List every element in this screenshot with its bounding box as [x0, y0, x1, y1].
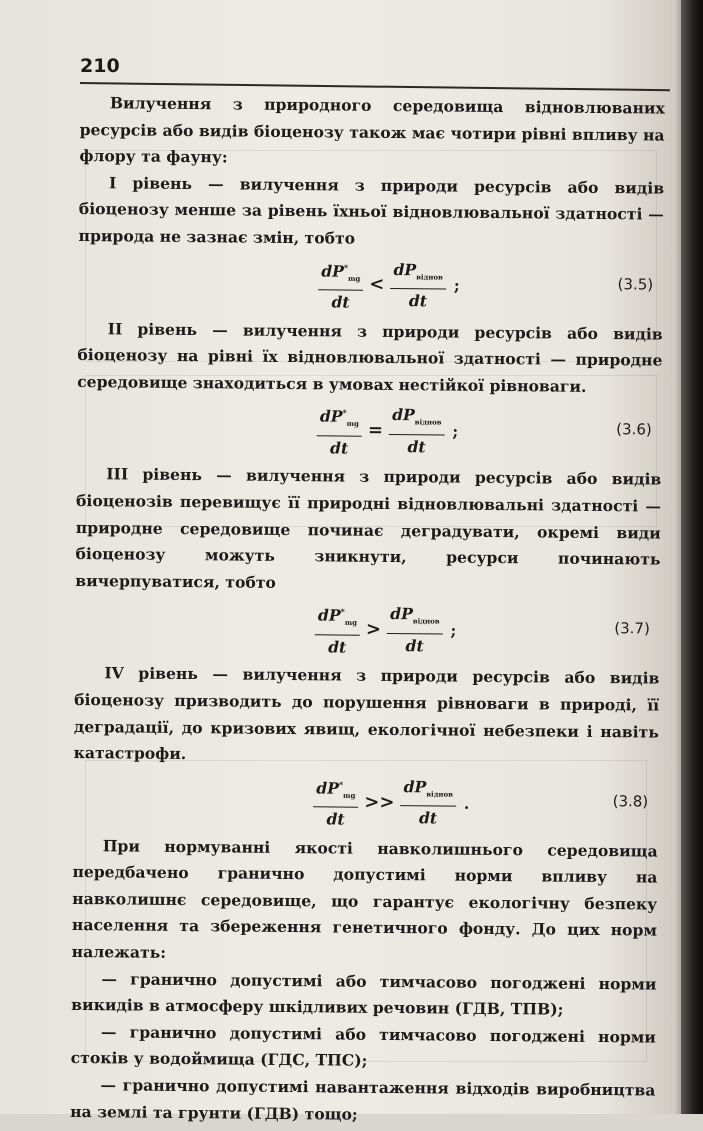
equation-number: (3.5)	[617, 274, 654, 294]
level-3-paragraph: ІІІ рівень — вилучення з природи ресурсів або видів біоценозів перевищує її природні відновлювальні здатності — природне середовище починає деградувати, окремі види біоценозу можуть зникнути, ресурси починають вичерпуватися, тобто	[75, 464, 662, 592]
fraction-left: $\frac{dP^*_{mg}}{dt}$	[316, 402, 362, 461]
page-number: 210	[80, 55, 120, 77]
equation-3-5: $\frac{dP^*_{mg}}{dt}$ < $\frac{dP_{віднов}}{dt}$ ; (3.5)	[78, 252, 664, 314]
equation-3-7: $\frac{dP^*_{mg}}{dt}$ > $\frac{dP_{віднов}}{dt}$ ; (3.7)	[75, 596, 661, 658]
norm-item: — гранично допустимі або тимчасово погоджені норми стоків у водоймища (ГДС, ТПС);	[70, 1022, 657, 1071]
fraction-left: $\frac{dP^*_{mg}}{dt}$	[318, 256, 364, 315]
level-4-paragraph: IV рівень — вилучення з природи ресурсів або видів біоценозу призводить до порушення рівноваги в природі, її деградації, до кризових явищ, екологічної небезпеки і навіть катастрофи.	[73, 663, 660, 764]
norm-item: — гранично допустимі або тимчасово погоджені норми викидів в атмосферу шкідливих речовин (ГДВ, ТПВ);	[71, 968, 657, 1019]
level-1-paragraph: І рівень — вилучення з природи ресурсів або видів біоценозу менше за рівень їхньої відновлювальної здатності — природа не зазнає змін, тобто	[78, 173, 665, 248]
equation-3-6: $\frac{dP^*_{mg}}{dt}$ = $\frac{dP_{віднов}}{dt}$ ; (3.6)	[77, 397, 663, 459]
relation-sign: >	[365, 618, 382, 641]
equation-number: (3.6)	[616, 420, 652, 439]
fraction-right: $\frac{dP_{віднов}}{dt}$	[390, 259, 446, 314]
norms-intro-paragraph: При нормуванні якості навколишнього середовища передбачено гранично допустимі норми впливу на навколишнє середовище, що гарантує екологічну безпеку населення та збереження генетичного фонду. До цих норм належать:	[71, 835, 658, 962]
relation-sign: >>	[364, 791, 395, 813]
fraction-right: $\frac{dP_{віднов}}{dt}$	[389, 404, 445, 459]
relation-sign: <	[369, 274, 385, 296]
level-2-paragraph: ІІ рівень — вилучення з природи ресурсів або видів біоценозу на рівні їх відновлювальної здатності — природне середовище знаходиться в умовах нестійкої рівноваги.	[77, 318, 663, 396]
page-body	[70, 90, 665, 1131]
fraction-left: $\frac{dP^*_{mg}}{dt}$	[315, 601, 361, 660]
header-rule	[80, 82, 670, 91]
norm-item: — гранично допустимі навантаження відходів виробництва на землі та грунти (ГДВ) тощо;	[70, 1075, 656, 1124]
intro-paragraph: Вилучення з природного середовища відновлюваних ресурсів або видів біоценозу також має чотири рівні впливу на флору та фауну:	[79, 93, 665, 167]
relation-sign: =	[367, 419, 384, 442]
equation-number: (3.7)	[614, 619, 650, 638]
book-spine-shadow	[681, 0, 703, 1114]
fraction-right: $\frac{dP_{віднов}}{dt}$	[387, 603, 443, 658]
fraction-left: $\frac{dP^*_{mg}}{dt}$	[313, 773, 359, 832]
fraction-right: $\frac{dP_{віднов}}{dt}$	[400, 776, 456, 831]
equation-3-8: $\frac{dP^*_{mg}}{dt}$ >> $\frac{dP_{віднов}}{dt}$ . (3.8)	[73, 769, 659, 831]
equation-number: (3.8)	[612, 791, 649, 811]
